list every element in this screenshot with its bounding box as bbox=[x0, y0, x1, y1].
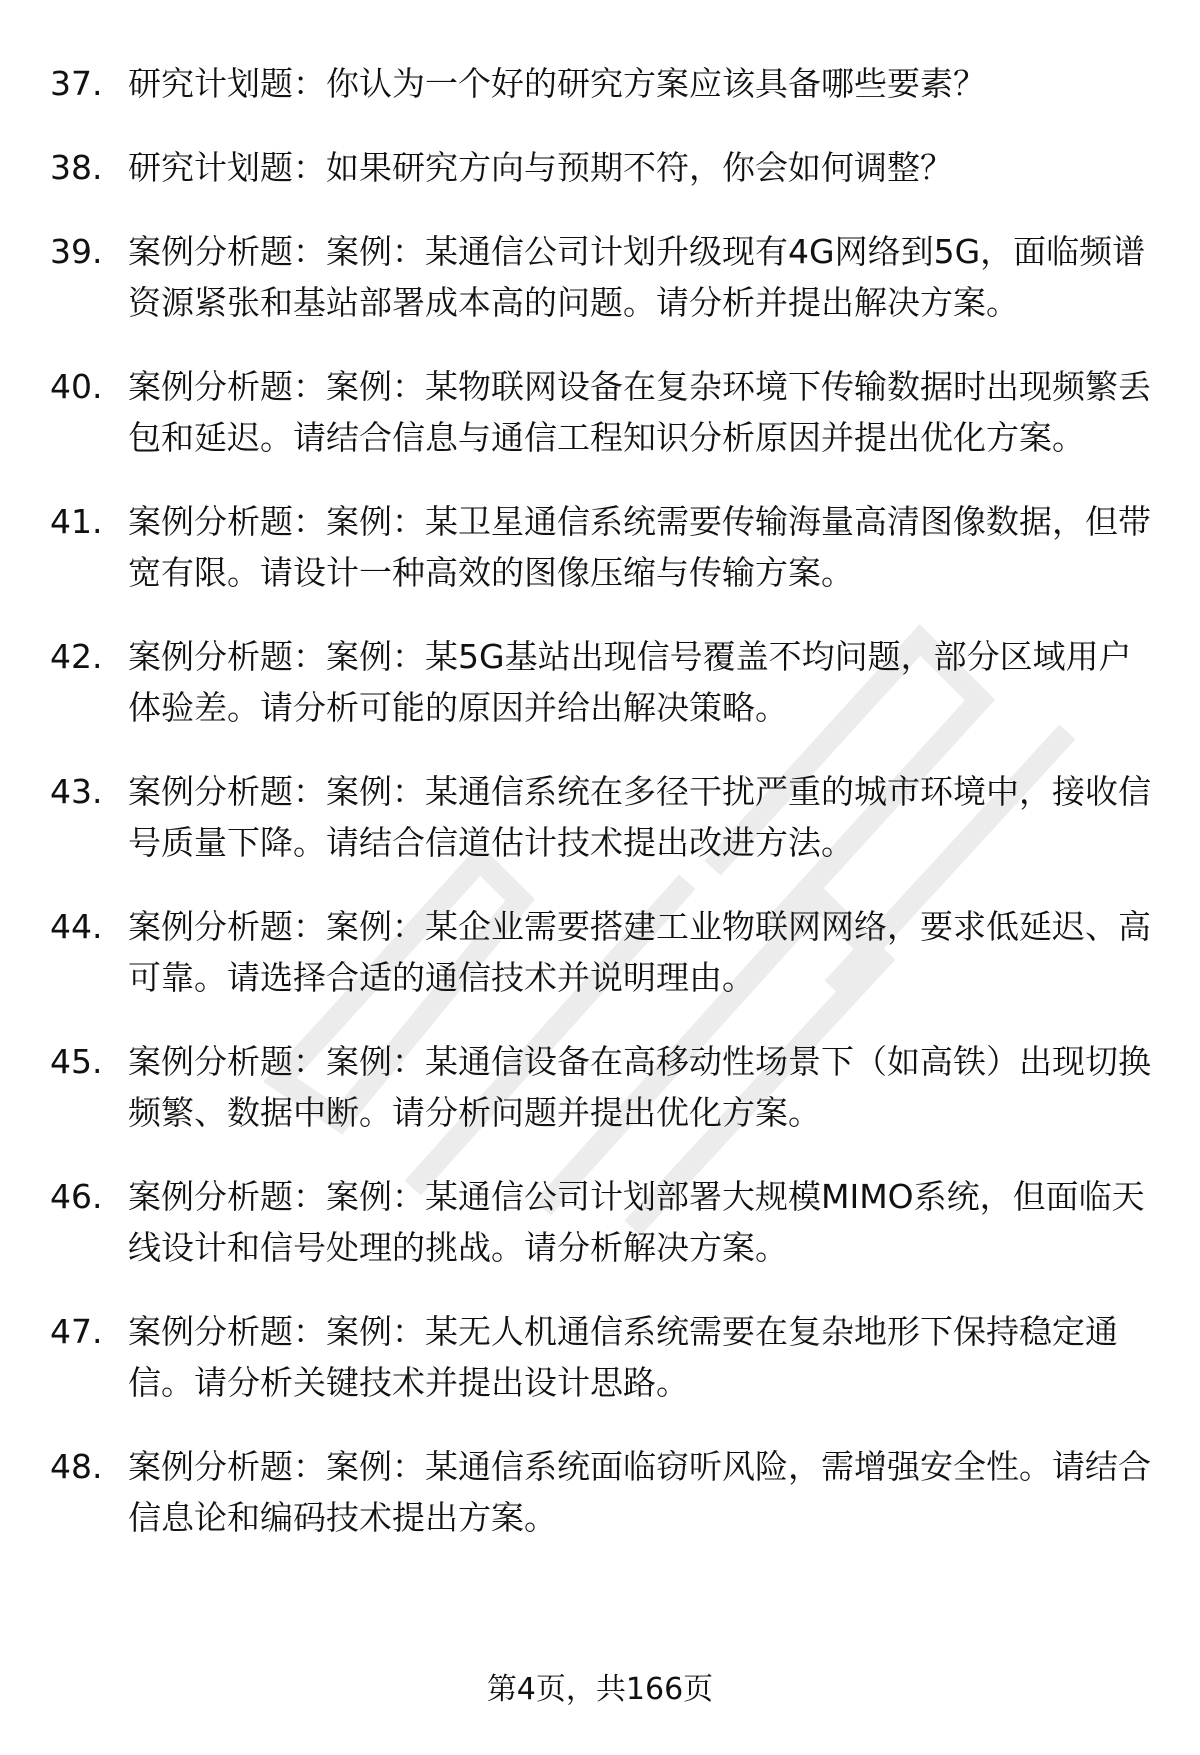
page-footer bbox=[0, 1670, 1200, 1710]
question-number: 41. bbox=[50, 502, 103, 541]
question-number: 37. bbox=[50, 64, 103, 103]
question-number: 38. bbox=[50, 148, 103, 187]
question-text: 案例分析题：案例：某卫星通信系统需要传输海量高清图像数据，但带宽有限。请设计一种高效的图像压缩与传输方案。 bbox=[128, 502, 1151, 592]
list-item bbox=[50, 58, 1160, 109]
question-text: 案例分析题：案例：某通信公司计划升级现有4G网络到5G，面临频谱资源紧张和基站部署成本高的问题。请分析并提出解决方案。 bbox=[128, 232, 1146, 322]
list-item bbox=[50, 901, 1160, 1003]
list-item bbox=[50, 1036, 1160, 1138]
question-text: 案例分析题：案例：某5G基站出现信号覆盖不均问题，部分区域用户体验差。请分析可能的原因并给出解决策略。 bbox=[128, 637, 1132, 727]
question-number: 39. bbox=[50, 232, 103, 271]
list-item bbox=[50, 1306, 1160, 1408]
question-text: 案例分析题：案例：某物联网设备在复杂环境下传输数据时出现频繁丢包和延迟。请结合信息与通信工程知识分析原因并提出优化方案。 bbox=[128, 367, 1151, 457]
question-number: 40. bbox=[50, 367, 103, 406]
question-number: 47. bbox=[50, 1312, 103, 1351]
question-text: 研究计划题：你认为一个好的研究方案应该具备哪些要素？ bbox=[128, 64, 986, 103]
list-item bbox=[50, 1441, 1160, 1543]
question-text: 案例分析题：案例：某通信设备在高移动性场景下（如高铁）出现切换频繁、数据中断。请分析问题并提出优化方案。 bbox=[128, 1042, 1151, 1132]
question-text: 案例分析题：案例：某通信系统在多径干扰严重的城市环境中，接收信号质量下降。请结合信道估计技术提出改进方法。 bbox=[128, 772, 1151, 862]
question-number: 46. bbox=[50, 1177, 103, 1216]
question-text: 案例分析题：案例：某通信公司计划部署大规模MIMO系统，但面临天线设计和信号处理的挑战。请分析解决方案。 bbox=[128, 1177, 1145, 1267]
question-number: 44. bbox=[50, 907, 103, 946]
list-item bbox=[50, 766, 1160, 868]
list-item bbox=[50, 142, 1160, 193]
question-text: 案例分析题：案例：某无人机通信系统需要在复杂地形下保持稳定通信。请分析关键技术并提出设计思路。 bbox=[128, 1312, 1118, 1402]
list-item bbox=[50, 496, 1160, 598]
question-list bbox=[50, 58, 1160, 1576]
question-number: 48. bbox=[50, 1447, 103, 1486]
list-item bbox=[50, 361, 1160, 463]
question-number: 43. bbox=[50, 772, 103, 811]
question-text: 案例分析题：案例：某企业需要搭建工业物联网网络，要求低延迟、高可靠。请选择合适的通信技术并说明理由。 bbox=[128, 907, 1151, 997]
page-number-label: 第4页，共166页 bbox=[486, 1672, 714, 1707]
question-text: 研究计划题：如果研究方向与预期不符，你会如何调整？ bbox=[128, 148, 953, 187]
question-number: 45. bbox=[50, 1042, 103, 1081]
list-item bbox=[50, 226, 1160, 328]
question-number: 42. bbox=[50, 637, 103, 676]
question-text: 案例分析题：案例：某通信系统面临窃听风险，需增强安全性。请结合信息论和编码技术提出方案。 bbox=[128, 1447, 1151, 1537]
list-item bbox=[50, 1171, 1160, 1273]
list-item bbox=[50, 631, 1160, 733]
